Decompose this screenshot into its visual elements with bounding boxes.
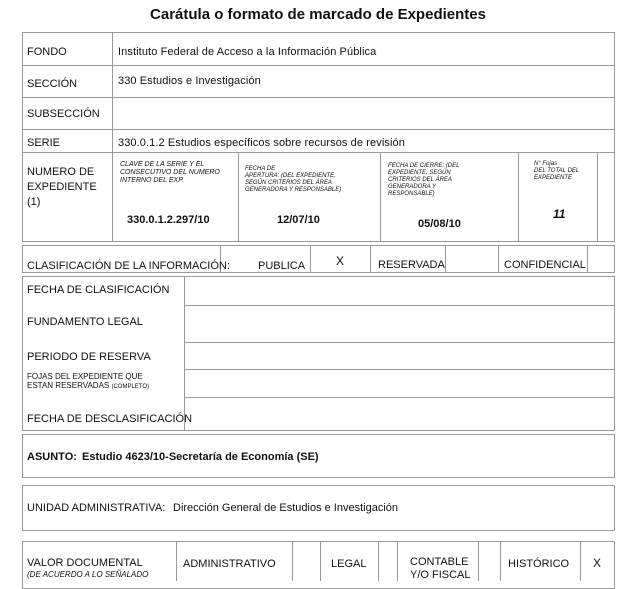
fields-row-divider [184,369,615,370]
cierre-header-line1: FECHA DE CIERRE: (DEL [388,163,460,169]
expediente-label-line3: (1) [27,196,41,208]
valor-divider [500,541,501,581]
fields-row-divider [184,397,615,398]
fojas-value: 11 [553,207,566,221]
fecha-clasificacion-label: FECHA DE CLASIFICACIÓN [27,284,170,296]
unidad-value: Dirección General de Estudios e Investigación [173,502,399,514]
apertura-header-line3: SEGÚN CRITERIOS DEL ÁREA [245,180,332,186]
apertura-header-line1: FECHA DE [245,166,276,172]
row-divider [22,65,615,66]
row-divider [22,129,615,130]
clasificacion-divider [587,245,588,273]
expediente-label-line1: NUMERO DE [27,166,95,178]
publica-label: PUBLICA [258,260,306,272]
apertura-header-line4: GENERADORA Y RESPONSABLE) [245,187,342,193]
fields-row-divider [184,342,615,343]
legal-label: LEGAL [331,558,367,570]
clave-value: 330.0.1.2.297/10 [127,214,210,226]
clasificacion-divider [498,245,499,273]
historico-label: HISTÓRICO [508,558,570,570]
valor-divider [292,541,293,581]
fields-row-divider [184,305,615,306]
clave-header-line2: CONSECUTIVO DEL NUMERO [120,169,220,176]
fojas-header-line2: DEL TOTAL DEL [534,168,580,174]
apertura-header-line2: APERTURA: (DEL EXPEDIENTE, [245,173,336,179]
serie-label: SERIE [27,137,61,149]
valor-label: VALOR DOCUMENTAL [27,557,143,569]
fields-divider [184,276,185,431]
expediente-col-divider [380,152,381,242]
periodo-reserva-label: PERIODO DE RESERVA [27,351,151,363]
publica-mark: X [336,254,345,268]
cierre-header-line2: EXPEDIENTE, SEGÚN [388,170,451,176]
seccion-value: 330 Estudios e Investigación [118,75,261,87]
row-divider [22,97,615,98]
row-divider [22,152,615,153]
fojas-reservadas-line2 [27,381,149,392]
cierre-header-line5: RESPONSABLE) [388,191,435,197]
seccion-label: SECCIÓN [27,78,78,90]
asunto-label: ASUNTO: [27,451,77,463]
valor-divider [478,541,479,581]
fojas-header-line3: EXPEDIENTE [534,175,573,181]
clave-header-line3: INTERNO DEL EXP. [120,177,184,184]
header-label-divider [112,32,113,242]
cierre-header-line4: GENERADORA Y [388,184,437,190]
expediente-col-divider [238,152,239,242]
historico-mark: X [593,556,602,570]
fondo-label: FONDO [27,46,67,58]
cierre-value: 05/08/10 [418,218,461,230]
expediente-col-divider [518,152,519,242]
document-title: Carátula o formato de marcado de Expedientes [150,6,486,23]
fecha-desclasificacion-label: FECHA DE DESCLASIFICACIÓN [27,413,193,425]
confidencial-label: CONFIDENCIAL [504,259,586,271]
fojas-reservadas-line2-text: ESTAN RESERVADAS [27,381,112,390]
expediente-col-divider [597,152,598,242]
clasificacion-divider [445,245,446,273]
expediente-label-line2: EXPEDIENTE [27,181,97,193]
valor-divider [320,541,321,581]
cierre-header-line3: CRITERIOS DEL ÁREA [388,177,452,183]
fojas-reservadas-completo: (COMPLETO) [111,384,150,390]
fondo-value: Instituto Federal de Acceso a la Información Pública [118,46,377,58]
fojas-header-line1: N° Fojas [534,161,558,167]
valor-divider [378,541,379,581]
fundamento-legal-label: FUNDAMENTO LEGAL [27,316,143,328]
unidad-label: UNIDAD ADMINISTRATIVA: [27,502,166,514]
subseccion-label: SUBSECCIÓN [27,108,100,120]
serie-value: 330.0.1.2 Estudios específicos sobre recursos de revisión [118,137,405,149]
administrativo-label: ADMINISTRATIVO [183,558,276,570]
valor-divider [176,541,177,581]
clasificacion-divider [310,245,311,273]
valor-divider [397,541,398,581]
clasificacion-label: CLASIFICACIÓN DE LA INFORMACIÓN: [27,260,230,272]
asunto-value: Estudio 4623/10-Secretaría de Economía (SE) [82,451,319,463]
valor-sublabel: (DE ACUERDO A LO SEÑALADO [27,570,149,579]
clasificacion-divider [370,245,371,273]
valor-divider [580,541,581,581]
contable-label-line2: Y/O FISCAL [410,569,471,581]
apertura-value: 12/07/10 [277,214,320,226]
fojas-reservadas-line1: FOJAS DEL EXPEDIENTE QUE [27,372,143,381]
reservada-label: RESERVADA [378,259,445,271]
clave-header-line1: CLAVE DE LA SERIE Y EL [120,161,205,168]
contable-label-line1: CONTABLE [410,556,469,568]
